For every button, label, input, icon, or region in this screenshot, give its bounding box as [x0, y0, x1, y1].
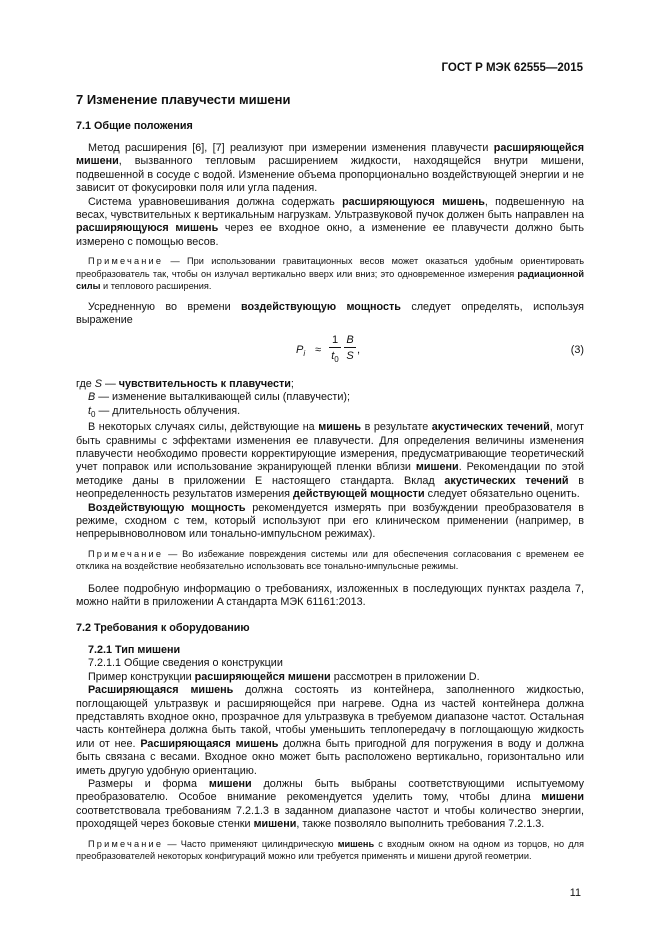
- paragraph-7-1-a: Метод расширения [6], [7] реализуют при измерении изменения плавучести расширяющейся мишени, вызванного тепловым расширением жидкости, находящейся внутри мишени, подвешенной в сосуде с водой. Изменение объема пропорционально воздействующей энергии и не зависит от фокусировки поля или угла падения.: [76, 142, 584, 195]
- note-2: Примечание — Во избежание повреждения системы или для обеспечения согласования с временем ее отклика на воздействие необязательно использовать все тонально-импульсные режимы.: [76, 548, 584, 572]
- section-7-title: 7 Изменение плавучести мишени: [76, 92, 291, 107]
- symbol-definitions: [76, 378, 584, 421]
- paragraph-7-1-b: Система уравновешивания должна содержать расширяющуюся мишень, подвешенную на весах, чувствительных к вертикальным нагрузкам. Ультразвуковой пучок должен быть направлен на расширяющуюся мишень через ее входное окно, а изменение ее плавучести должно быть измерено с помощью весов.: [76, 195, 585, 248]
- page-number: 11: [569, 887, 581, 899]
- definition-t0: $t_0$ — длительность облучения.: [88, 404, 241, 419]
- page-content: [76, 92, 584, 863]
- standard-header: ГОСТ Р МЭК 62555—2015: [441, 62, 583, 74]
- paragraph-7-2-c: Размеры и форма мишени должны быть выбраны соответствующими испытуемому преобразователю. Особое внимание рекомендуется уделить тому, чтобы длина мишени соответствовала требованиям 7.2.1.3 в заданном диапазоне частот и чтобы количество энергии, проходящей через боковые стенки мишени, также позволяло выполнить требования 7.2.1.3.: [76, 777, 584, 831]
- note-3: Примечание — Часто применяют цилиндрическую мишень с входным окном на одном из торцов, но для преобразователей некоторых конфигураций можно или требуется применять и мишени другой геометрии.: [76, 838, 584, 862]
- paragraph-7-2-a: Пример конструкции расширяющейся мишени рассмотрен в приложении D.: [88, 670, 480, 683]
- section-7-1-title: 7.1 Общие положения: [76, 120, 193, 132]
- paragraph-7-1-d: В некоторых случаях силы, действующие на мишень в результате акустических течений, могут быть сравнимы с эффектами изменения ее плавучести. Для определения величины изменения плавучести необходимо провести корректирующие измерения, предусматривающие теоретический учет поправок или использование экранирующей пленки вблизи мишени. Рекомендации по этой методике даны в приложении E настоящего стандарта. Вклад акустических течений в неопределенность результатов измерения действующей мощности следует обязательно оценить.: [76, 421, 585, 501]
- equation-fraction-2: $\frac{B}{S}$: [344, 333, 356, 364]
- section-7-2-1-title: 7.2.1 Тип мишени: [88, 643, 181, 656]
- equation-relation: ≈: [315, 343, 322, 356]
- section-7-2-1-1-title: 7.2.1.1 Общие сведения о конструкции: [88, 657, 283, 670]
- note-1: Примечание — При использовании гравитационных весов может оказаться удобным ориентировать преобразователь так, чтобы он излучал вертикально вверх или вниз; это одновременное измерения радиационной силы и теплового расширения.: [76, 256, 584, 292]
- paragraph-7-1-f: Более подробную информацию о требованиях, изложенных в последующих пунктах раздела 7, можно найти в приложении A стандарта МЭК 61161:2013.: [76, 583, 584, 609]
- paragraph-7-1-e: Воздействующую мощность рекомендуется измерять при возбуждении преобразователя в режиме, сходном с тем, который используют при его клиническом применении (например, в непрерывноволновом или тонально-импульсном режимах).: [76, 501, 584, 541]
- paragraph-7-1-c: Усредненную во времени воздействующую мощность следует определять, используя выражение: [76, 301, 584, 327]
- paragraph-7-2-b: Расширяющаяся мишень должна состоять из контейнера, заполненного жидкостью, поглощающей ультразвук и расширяющейся при нагреве. Одна из частей контейнера должна представлять входное окно, прозрачное для ультразвука в требуемом диапазоне частот. Остальная часть контейнера должна быть такой, чтобы уменьшить теплопередачу в поглощающую жидкость или от нее. Расширяющаяся мишень должна быть пригодной для погружения в воду и должна быть связана с весами. Входное окно может быть расположено вертикально, горизонтально или иметь другую удобную ориентацию.: [76, 684, 584, 777]
- section-7-2-title: 7.2 Требования к оборудованию: [76, 621, 250, 634]
- equation-number: (3): [570, 343, 584, 356]
- definition-b: B — изменение выталкивающей силы (плавучести);: [88, 391, 350, 404]
- equation-3: $P_i$ ≈ $\frac{1}{t_0}$ $\frac{B}{S}$ , (3): [76, 332, 584, 372]
- equation-fraction-1: $\frac{1}{t_0}$: [329, 333, 341, 368]
- equation-lhs: $P_i$: [296, 343, 306, 359]
- definition-s: где S — чувствительность к плавучести;: [76, 377, 294, 390]
